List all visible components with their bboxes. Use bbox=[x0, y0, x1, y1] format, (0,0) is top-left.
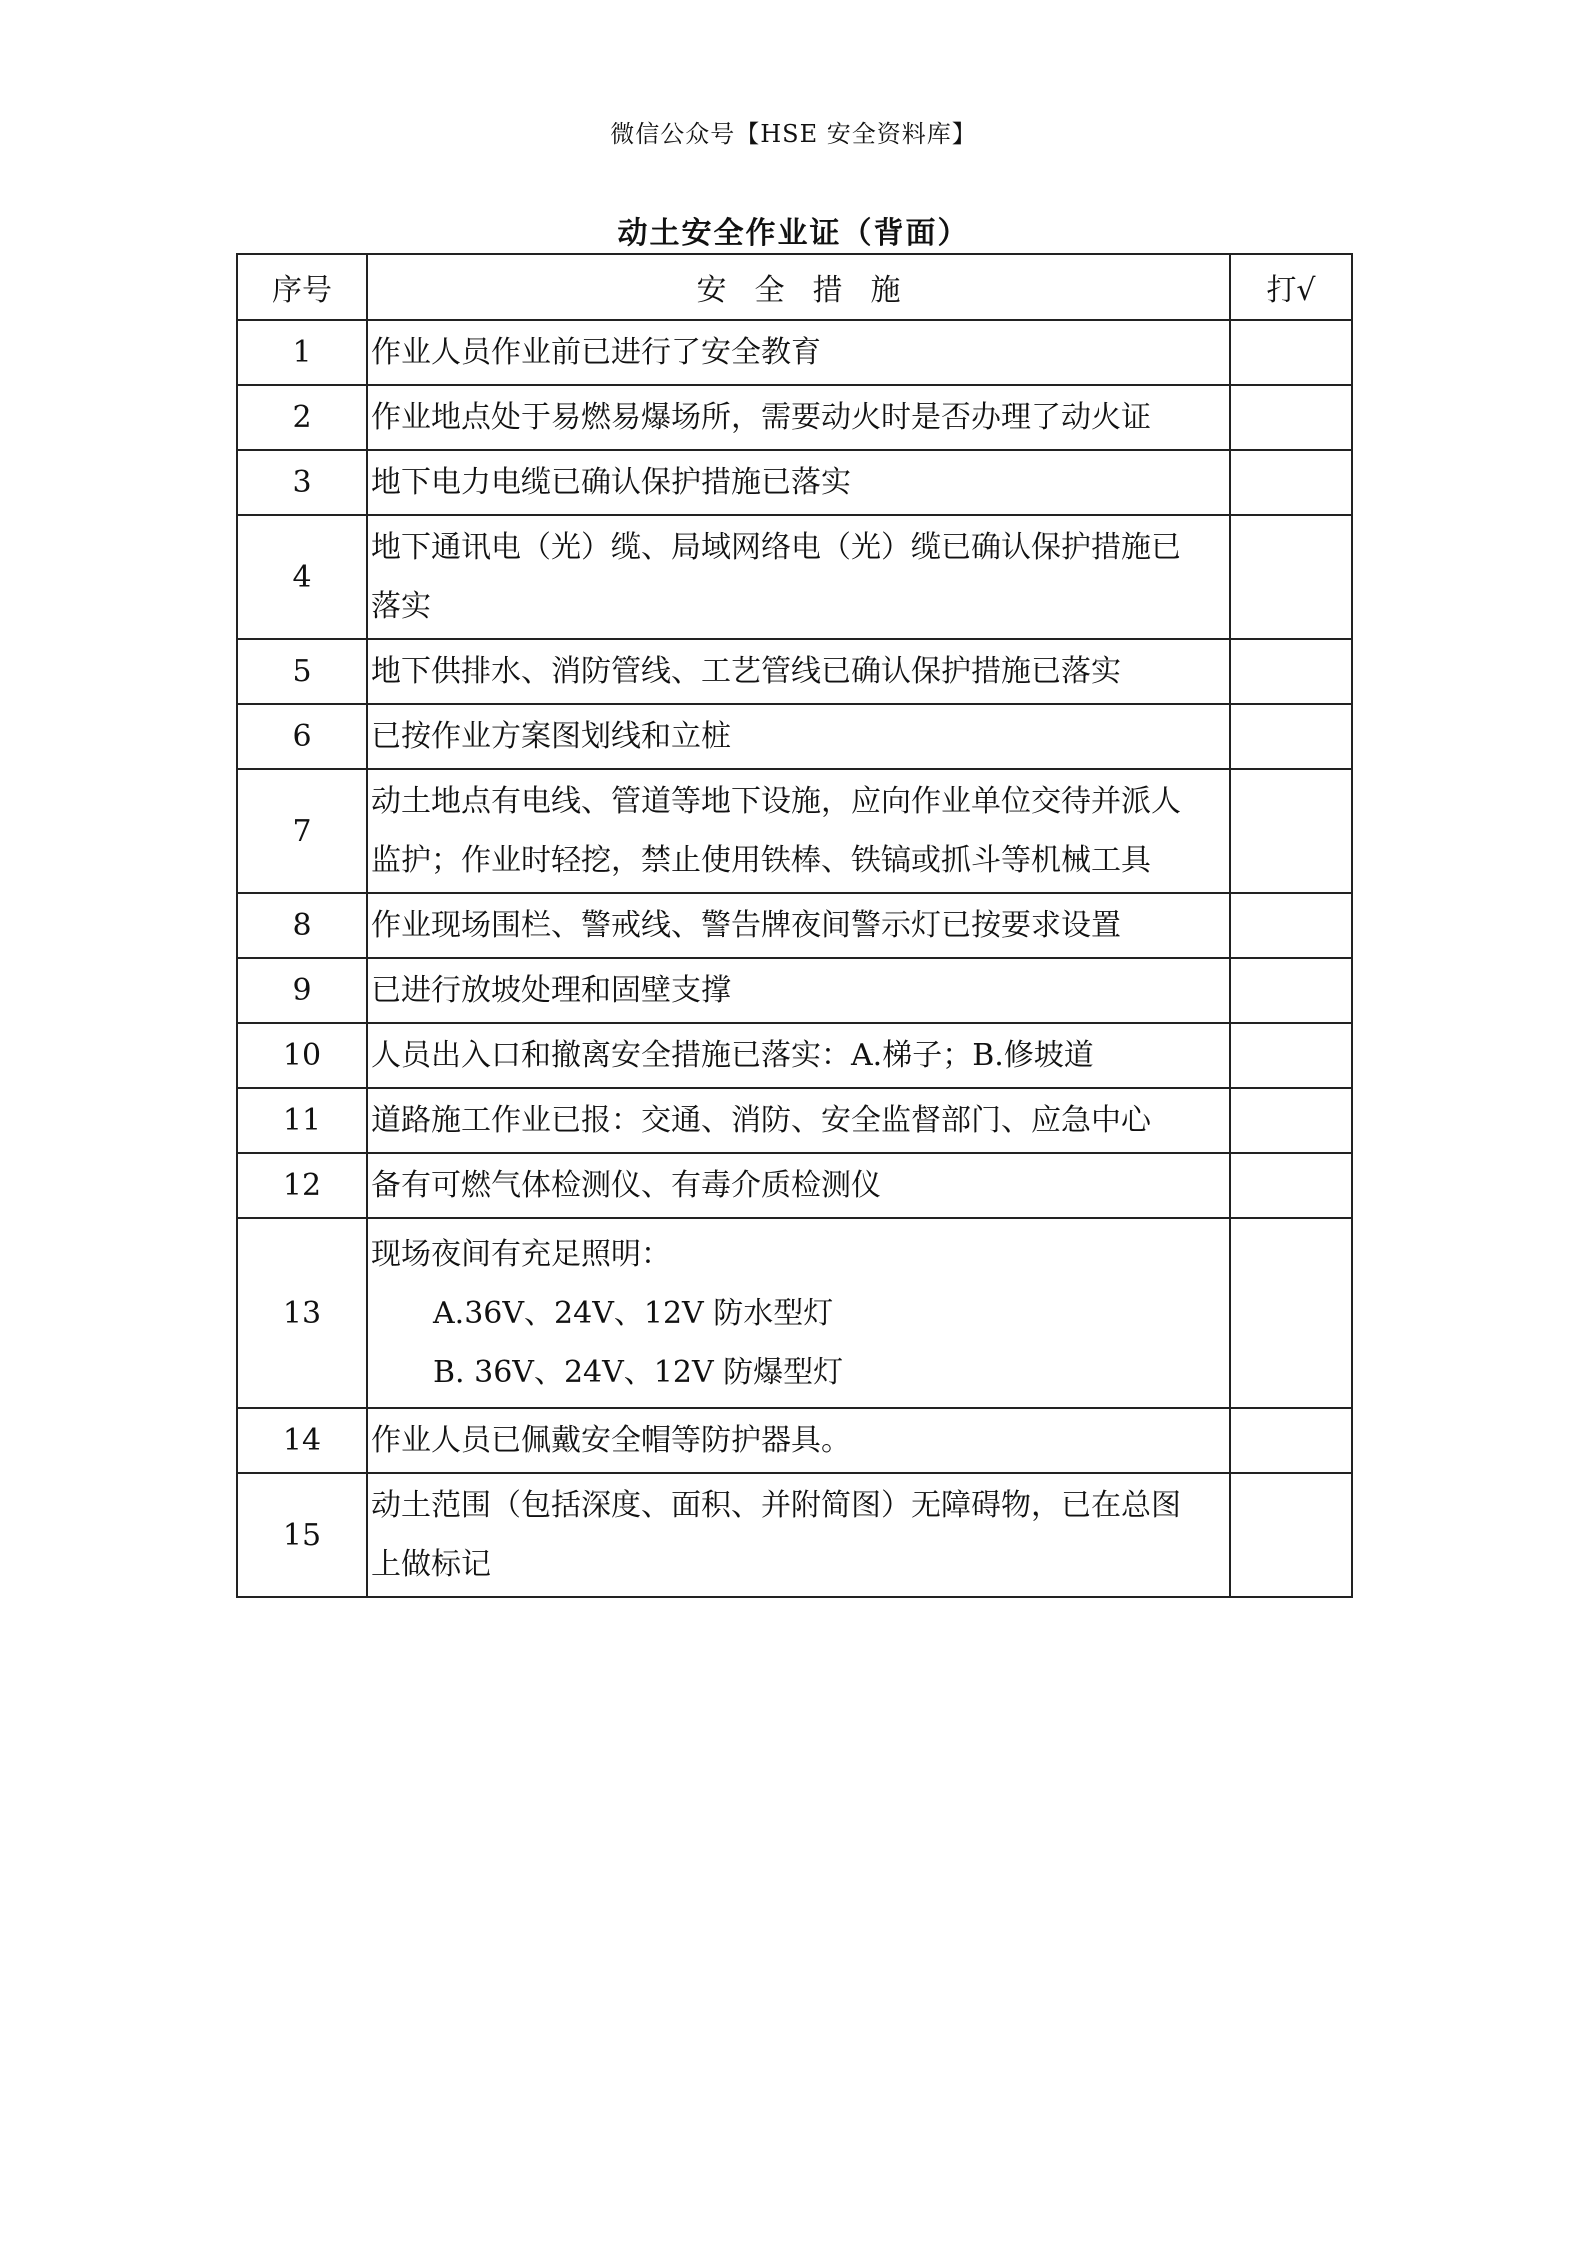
table-header-row bbox=[237, 254, 1352, 320]
row-number: 10 bbox=[237, 1023, 367, 1088]
measure-text bbox=[367, 1153, 1230, 1218]
check-cell[interactable] bbox=[1230, 320, 1352, 385]
table-row bbox=[237, 639, 1352, 704]
measure-text bbox=[367, 1408, 1230, 1473]
measure-line: 作业地点处于易燃易爆场所，需要动火时是否办理了动火证 bbox=[371, 400, 1151, 435]
measure-line: 地下电力电缆已确认保护措施已落实 bbox=[371, 465, 851, 500]
measure-line: 备有可燃气体检测仪、有毒介质检测仪 bbox=[371, 1168, 881, 1203]
row-number: 13 bbox=[237, 1218, 367, 1408]
row-number: 3 bbox=[237, 450, 367, 515]
header-check: 打√ bbox=[1230, 254, 1352, 320]
table-row bbox=[237, 320, 1352, 385]
check-cell[interactable] bbox=[1230, 893, 1352, 958]
table-row bbox=[237, 1473, 1352, 1597]
row-number: 9 bbox=[237, 958, 367, 1023]
document-title: 动土安全作业证（背面） bbox=[617, 216, 970, 251]
row-number: 5 bbox=[237, 639, 367, 704]
header-measure: 安全措施 bbox=[367, 254, 1230, 320]
measure-text bbox=[367, 515, 1230, 639]
check-cell[interactable] bbox=[1230, 1473, 1352, 1597]
measure-text bbox=[367, 385, 1230, 450]
measure-option-a: A.36V、24V、12V 防水型灯 bbox=[433, 1295, 834, 1331]
header-no: 序号 bbox=[237, 254, 367, 320]
check-cell[interactable] bbox=[1230, 385, 1352, 450]
table-row bbox=[237, 769, 1352, 893]
measure-text bbox=[367, 1088, 1230, 1153]
measure-line: 已进行放坡处理和固壁支撑 bbox=[371, 973, 731, 1008]
measure-line: 地下通讯电（光）缆、局域网络电（光）缆已确认保护措施已 bbox=[371, 530, 1181, 565]
row-number: 4 bbox=[237, 515, 367, 639]
measure-text bbox=[367, 450, 1230, 515]
measure-text bbox=[367, 1023, 1230, 1088]
table-row bbox=[237, 1153, 1352, 1218]
check-cell[interactable] bbox=[1230, 704, 1352, 769]
measure-text bbox=[367, 958, 1230, 1023]
check-cell[interactable] bbox=[1230, 1408, 1352, 1473]
check-cell[interactable] bbox=[1230, 1023, 1352, 1088]
table-row bbox=[237, 515, 1352, 639]
measure-text bbox=[367, 704, 1230, 769]
check-cell[interactable] bbox=[1230, 1088, 1352, 1153]
row-number: 6 bbox=[237, 704, 367, 769]
measure-line: 现场夜间有充足照明： bbox=[371, 1236, 671, 1272]
table-row bbox=[237, 385, 1352, 450]
check-cell[interactable] bbox=[1230, 958, 1352, 1023]
table-row bbox=[237, 704, 1352, 769]
check-cell[interactable] bbox=[1230, 639, 1352, 704]
measure-line: 监护；作业时轻挖，禁止使用铁棒、铁镐或抓斗等机械工具 bbox=[371, 843, 1151, 878]
measure-text bbox=[367, 893, 1230, 958]
measure-line: 动土范围（包括深度、面积、并附简图）无障碍物，已在总图 bbox=[371, 1488, 1181, 1523]
row-number: 1 bbox=[237, 320, 367, 385]
check-cell[interactable] bbox=[1230, 450, 1352, 515]
measure-line: 道路施工作业已报：交通、消防、安全监督部门、应急中心 bbox=[371, 1103, 1151, 1138]
table-row bbox=[237, 1023, 1352, 1088]
table-row bbox=[237, 1218, 1352, 1408]
measure-text bbox=[367, 639, 1230, 704]
row-number: 11 bbox=[237, 1088, 367, 1153]
check-cell[interactable] bbox=[1230, 515, 1352, 639]
measure-line: 上做标记 bbox=[371, 1547, 491, 1582]
table-row bbox=[237, 893, 1352, 958]
table-row bbox=[237, 958, 1352, 1023]
table-body bbox=[237, 320, 1352, 1597]
measure-line: 动土地点有电线、管道等地下设施，应向作业单位交待并派人 bbox=[371, 784, 1181, 819]
row-number: 8 bbox=[237, 893, 367, 958]
measure-line: 落实 bbox=[371, 589, 431, 624]
measure-line: 作业人员作业前已进行了安全教育 bbox=[371, 335, 821, 370]
check-cell[interactable] bbox=[1230, 1218, 1352, 1408]
table-row bbox=[237, 1088, 1352, 1153]
measure-option-b: B. 36V、24V、12V 防爆型灯 bbox=[433, 1354, 844, 1390]
measure-line: 人员出入口和撤离安全措施已落实：A.梯子；B.修坡道 bbox=[371, 1038, 1094, 1073]
measure-text bbox=[367, 769, 1230, 893]
measure-text bbox=[367, 1218, 1230, 1408]
row-number: 14 bbox=[237, 1408, 367, 1473]
row-number: 2 bbox=[237, 385, 367, 450]
check-cell[interactable] bbox=[1230, 1153, 1352, 1218]
table-row bbox=[237, 1408, 1352, 1473]
measure-line: 地下供排水、消防管线、工艺管线已确认保护措施已落实 bbox=[371, 654, 1121, 689]
row-number: 7 bbox=[237, 769, 367, 893]
measure-text bbox=[367, 1473, 1230, 1597]
measure-line: 作业人员已佩戴安全帽等防护器具。 bbox=[371, 1423, 851, 1458]
header-note: 微信公众号【HSE 安全资料库】 bbox=[610, 120, 977, 148]
row-number: 15 bbox=[237, 1473, 367, 1597]
safety-measures-table bbox=[236, 253, 1353, 1598]
row-number: 12 bbox=[237, 1153, 367, 1218]
measure-line: 作业现场围栏、警戒线、警告牌夜间警示灯已按要求设置 bbox=[371, 908, 1121, 943]
measure-line: 已按作业方案图划线和立桩 bbox=[371, 719, 731, 754]
check-cell[interactable] bbox=[1230, 769, 1352, 893]
table-row bbox=[237, 450, 1352, 515]
measure-text bbox=[367, 320, 1230, 385]
